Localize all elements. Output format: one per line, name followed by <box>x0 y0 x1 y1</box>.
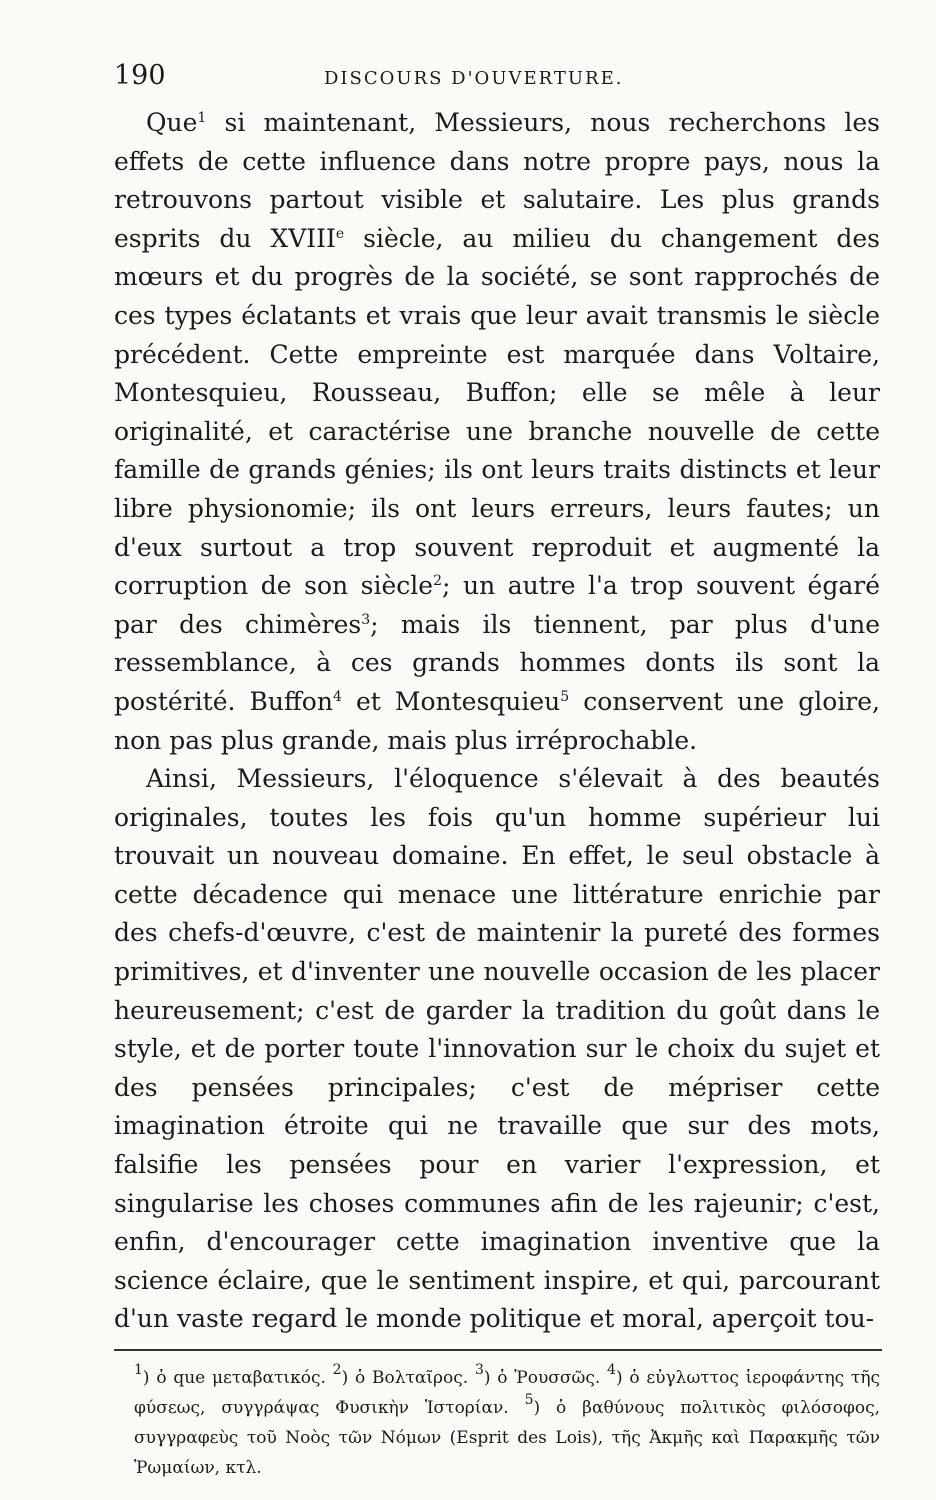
footnote-text: ὁ Ῥουσσῶς. <box>497 1368 601 1388</box>
footnote: $^5$) ὁ βαθύνους πολιτικὸς φιλόσοφος, συγγραφεὺς τοῦ Νοὸς τῶν Νόμων (Esprit des Lois), τῆς Ἀκμῆς καὶ Παρακμῆς τῶν Ῥωμαίων, κτλ. <box>134 1392 881 1478</box>
footnote-number: 2 <box>332 1362 342 1378</box>
text-run: Que <box>146 108 198 137</box>
text-run: si maintenant, Messieurs, nous recherchons les effets de cette influence dans notre propre pays, nous la retrouvons partout visible et salutaire. Les plus grands esprits du XVIII <box>114 108 880 253</box>
footnote-marker: 2 <box>433 573 442 590</box>
footnote: $^2$) ὁ Βολταῖρος. <box>332 1362 469 1388</box>
footnote-marker: 1 <box>197 110 207 126</box>
page-header <box>114 60 880 104</box>
footnote-number: 4 <box>607 1362 616 1378</box>
footnote-text: ὁ que μεταβατικός. <box>156 1368 326 1388</box>
footnote-divider <box>114 1349 882 1351</box>
footnote-text: ὁ Βολταῖρος. <box>354 1368 469 1388</box>
footnote: $^4$) ὁ εὐγλωττος ἱεροφάντης τῆς φύσεως, συγγράψας Φυσικὴν Ἱστορίαν. <box>134 1362 881 1418</box>
text-run: conservent une gloire, non pas plus grande, mais plus irréprochable. <box>114 686 881 755</box>
paragraph <box>114 104 880 760</box>
footnote-marker: 3 <box>361 611 371 628</box>
footnote-marker: e <box>335 225 345 242</box>
text-run: siècle, au milieu du changement des mœurs et du progrès de la société, se sont rapprochés de ces types éclatants et vrais que leur avait transmis le siècle précédent. Cette empreinte est marquée dans Voltaire, Montesquieu, Rousseau, Buffon; elle se mêle à leur originalité, et caractérise une branche nouvelle de cette famille de grands génies; ils ont leurs traits distincts et leur libre physionomie; ils ont leurs erreurs, leurs fautes; un d'eux surtout a trop souvent reproduit et augmenté la corruption de son siècle <box>114 223 880 601</box>
footnote-number: 3 <box>474 1362 484 1378</box>
footnotes <box>114 1363 880 1483</box>
text-run: ; mais ils tiennent, par plus d'une ressemblance, à ces grands hommes donts ils sont la postérité. Buffon <box>114 609 880 716</box>
footnote-text: ὁ βαθύνους πολιτικὸς φιλόσοφος, συγγραφεὺς τοῦ Νοὸς τῶν Νόμων (Esprit des Lois), τῆς Ἀκμῆς καὶ Παρακμῆς τῶν Ῥωμαίων, κτλ. <box>134 1398 881 1478</box>
running-head: DISCOURS D'OUVERTURE. <box>324 68 624 89</box>
footnote-marker: 4 <box>332 688 342 705</box>
text-run: Ainsi, Messieurs, l'éloquence s'élevait à des beautés originales, toutes les fois qu'un homme supérieur lui trouvait un nouveau domaine. En effet, le seul obstacle à cette décadence qui menace une littérature enrichie par des chefs-d'œuvre, c'est de maintenir la pureté des formes primitives, et d'inventer une nouvelle occasion de les placer heureusement; c'est de garder la tradition du goût dans le style, et de porter toute l'innovation sur le choix du sujet et des pensées principales; c'est de mépriser cette imagination étroite qui ne travaille que sur des mots, falsifie les pensées pour en varier l'expression, et singularise les choses communes afin de les rajeunir; c'est, enfin, d'encourager cette imagination inventive que la science éclaire, que le sentiment inspire, et qui, parcourant d'un vaste regard le monde politique et moral, aperçoit tou- <box>114 764 880 1334</box>
footnote-number: 5 <box>524 1392 534 1408</box>
footnote: $^3$) ὁ Ῥουσσῶς. <box>474 1362 601 1388</box>
footnote-marker: 5 <box>560 688 570 705</box>
footnote-text: ὁ εὐγλωττος ἱεροφάντης τῆς φύσεως, συγγράψας Φυσικὴν Ἱστορίαν. <box>134 1368 881 1418</box>
body-text <box>114 104 880 1339</box>
page-number: 190 <box>114 60 166 91</box>
footnote-number: 1 <box>134 1362 143 1378</box>
text-run: et Montesquieu <box>341 686 561 716</box>
text-run: ; un autre l'a trop souvent égaré par des chimères <box>114 571 880 639</box>
footnote: $^1$) ὁ que μεταβατικός. <box>134 1362 326 1388</box>
paragraph <box>114 760 880 1339</box>
